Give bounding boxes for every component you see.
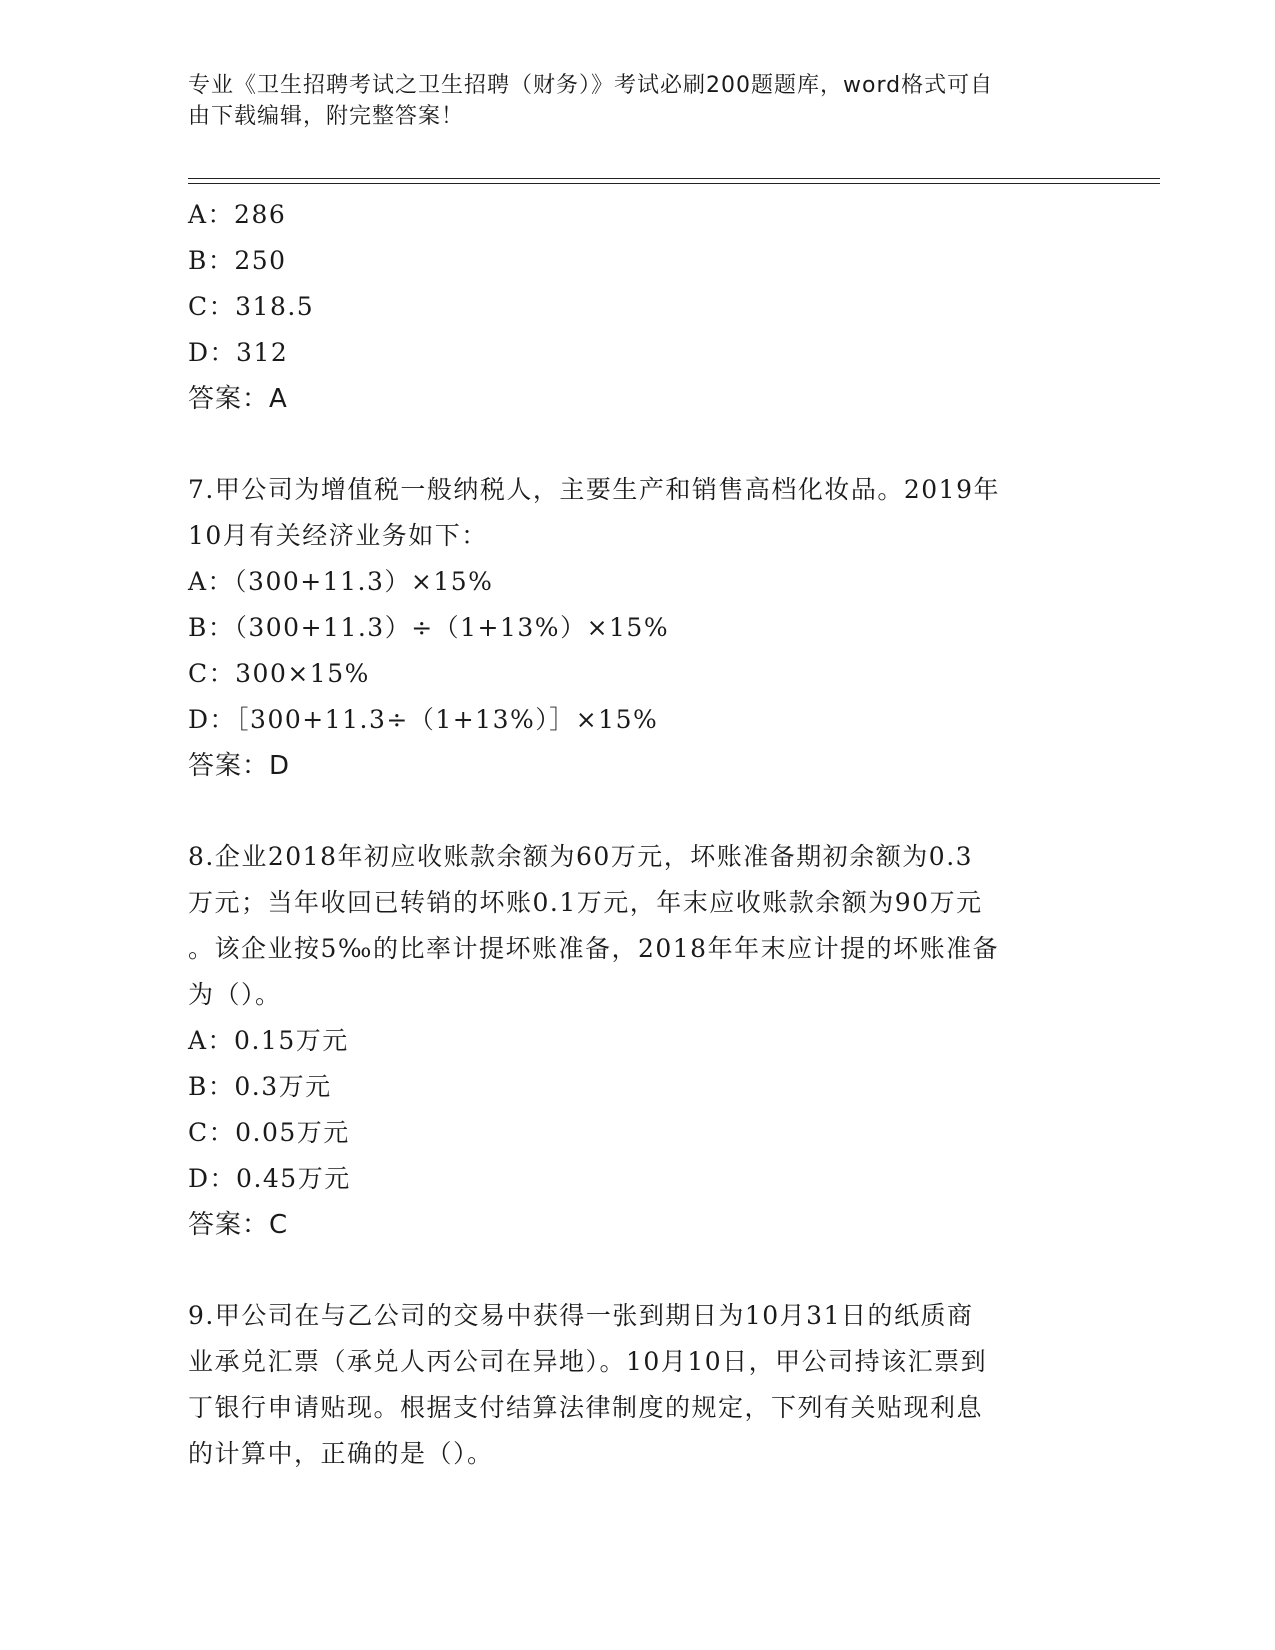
question-7 [188, 467, 1088, 789]
question-text-line: 9.甲公司在与乙公司的交易中获得一张到期日为10月31日的纸质商 [188, 1301, 974, 1330]
header-divider-top [188, 178, 1160, 179]
header-title-line-1: 专业《卫生招聘考试之卫生招聘（财务）》考试必刷200题题库，word格式可自 [188, 73, 994, 98]
answer: 答案：D [188, 751, 291, 781]
answer: 答案：C [188, 1210, 289, 1240]
option-a: A：286 [188, 200, 287, 229]
question-text-line: 7.甲公司为增值税一般纳税人，主要生产和销售高档化妆品。2019年 [188, 475, 1000, 504]
option-a: A：0.15万元 [188, 1026, 349, 1055]
question-8 [188, 834, 1088, 1248]
question-text-line: 丁银行申请贴现。根据支付结算法律制度的规定，下列有关贴现利息 [188, 1393, 984, 1422]
option-b: B：0.3万元 [188, 1072, 332, 1101]
question-text-line: 10月有关经济业务如下： [188, 521, 488, 550]
header-title-line-2: 由下载编辑，附完整答案！ [188, 104, 465, 129]
question-text-line: 为（）。 [188, 980, 282, 1009]
option-c: C：300×15% [188, 659, 370, 688]
option-b: B：（300+11.3）÷（1+13%）×15% [188, 613, 670, 642]
question-text-line: 业承兑汇票（承兑人丙公司在异地）。10月10日，甲公司持该汇票到 [188, 1347, 988, 1376]
question-9 [188, 1293, 1088, 1477]
question-text-line: 。该企业按5‰的比率计提坏账准备，2018年年末应计提的坏账准备 [188, 934, 1000, 963]
header-divider-bottom [188, 183, 1160, 184]
option-c: C：0.05万元 [188, 1118, 350, 1147]
option-d: D：0.45万元 [188, 1164, 351, 1193]
option-d: D：312 [188, 338, 289, 367]
option-a: A：（300+11.3）×15% [188, 567, 494, 596]
question-list [188, 192, 1088, 1477]
answer: 答案：A [188, 384, 288, 414]
question-text-line: 8.企业2018年初应收账款余额为60万元，坏账准备期初余额为0.3 [188, 842, 974, 871]
question-6-continued [188, 192, 1088, 422]
question-text-line: 的计算中，正确的是（）。 [188, 1439, 494, 1468]
option-b: B：250 [188, 246, 287, 275]
document-header [188, 70, 1088, 132]
question-text-line: 万元；当年收回已转销的坏账0.1万元，年末应收账款余额为90万元 [188, 888, 983, 917]
option-c: C：318.5 [188, 292, 315, 321]
option-d: D：［300+11.3÷（1+13%）］×15% [188, 705, 659, 734]
